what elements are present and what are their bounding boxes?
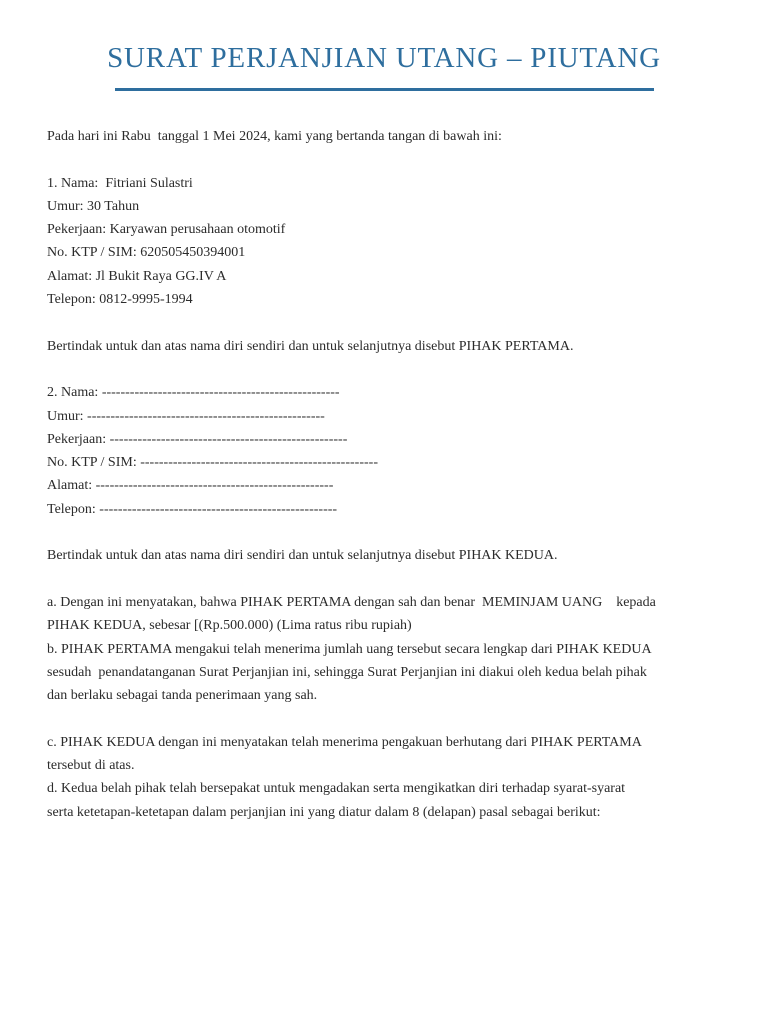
clause-a-line: PIHAK KEDUA, sebesar [(Rp.500.000) (Lima ratus ribu rupiah) xyxy=(47,618,412,634)
clause-c-line: c. PIHAK KEDUA dengan ini menyatakan telah menerima pengakuan berhutang dari PIHAK PERTAMA xyxy=(47,734,642,750)
clause-d-line: serta ketetapan-ketetapan dalam perjanjian ini yang diatur dalam 8 (delapan) pasal sebagai berikut: xyxy=(47,804,601,820)
clause-b-line: sesudah penandatanganan Surat Perjanjian ini, sehingga Surat Perjanjian ini diakui oleh kedua belah pihak xyxy=(47,664,647,680)
party1-age: Umur: 30 Tahun xyxy=(47,198,140,214)
clause-b-line: b. PIHAK PERTAMA mengakui telah menerima jumlah uang tersebut secara lengkap dari PIHAK KEDUA xyxy=(47,641,652,657)
document-title: SURAT PERJANJIAN UTANG – PIUTANG xyxy=(107,42,661,74)
party2-statement: Bertindak untuk dan atas nama diri sendiri dan untuk selanjutnya disebut PIHAK KEDUA. xyxy=(47,548,558,564)
title-underline xyxy=(115,88,654,91)
intro-text: Pada hari ini Rabu tanggal 1 Mei 2024, kami yang bertanda tangan di bawah ini: xyxy=(47,129,502,144)
clause-c xyxy=(47,731,747,778)
clause-c-line: tersebut di atas. xyxy=(47,758,135,774)
clause-d xyxy=(47,777,747,824)
party2-address: Alamat: --------------------------------------------------- xyxy=(47,478,334,494)
party2-phone: Telepon: --------------------------------------------------- xyxy=(47,501,338,517)
clause-d-line: d. Kedua belah pihak telah bersepakat untuk mengadakan serta mengikatkan diri terhadap syarat-syarat xyxy=(47,781,626,797)
party1-name: 1. Nama: Fitriani Sulastri xyxy=(47,175,193,191)
party2-job: Pekerjaan: --------------------------------------------------- xyxy=(47,431,348,447)
clause-a-line: a. Dengan ini menyatakan, bahwa PIHAK PERTAMA dengan sah dan benar MEMINJAM UANG kepada xyxy=(47,594,656,610)
clause-b xyxy=(47,638,747,708)
party2-age: Umur: --------------------------------------------------- xyxy=(47,408,325,424)
party1-details xyxy=(47,172,747,312)
party1-ktp: No. KTP / SIM: 620505450394001 xyxy=(47,245,246,261)
clause-a xyxy=(47,591,747,638)
clause-b-line: dan berlaku sebagai tanda penerimaan yang sah. xyxy=(47,688,318,704)
party1-statement: Bertindak untuk dan atas nama diri sendiri dan untuk selanjutnya disebut PIHAK PERTAMA. xyxy=(47,338,574,354)
party2-details xyxy=(47,381,747,521)
party1-address: Alamat: Jl Bukit Raya GG.IV A xyxy=(47,268,227,284)
party1-phone: Telepon: 0812-9995-1994 xyxy=(47,292,193,308)
document-body xyxy=(47,125,747,824)
party2-name: 2. Nama: --------------------------------------------------- xyxy=(47,385,340,401)
party2-ktp: No. KTP / SIM: --------------------------------------------------- xyxy=(47,455,378,471)
party1-job: Pekerjaan: Karyawan perusahaan otomotif xyxy=(47,222,286,238)
